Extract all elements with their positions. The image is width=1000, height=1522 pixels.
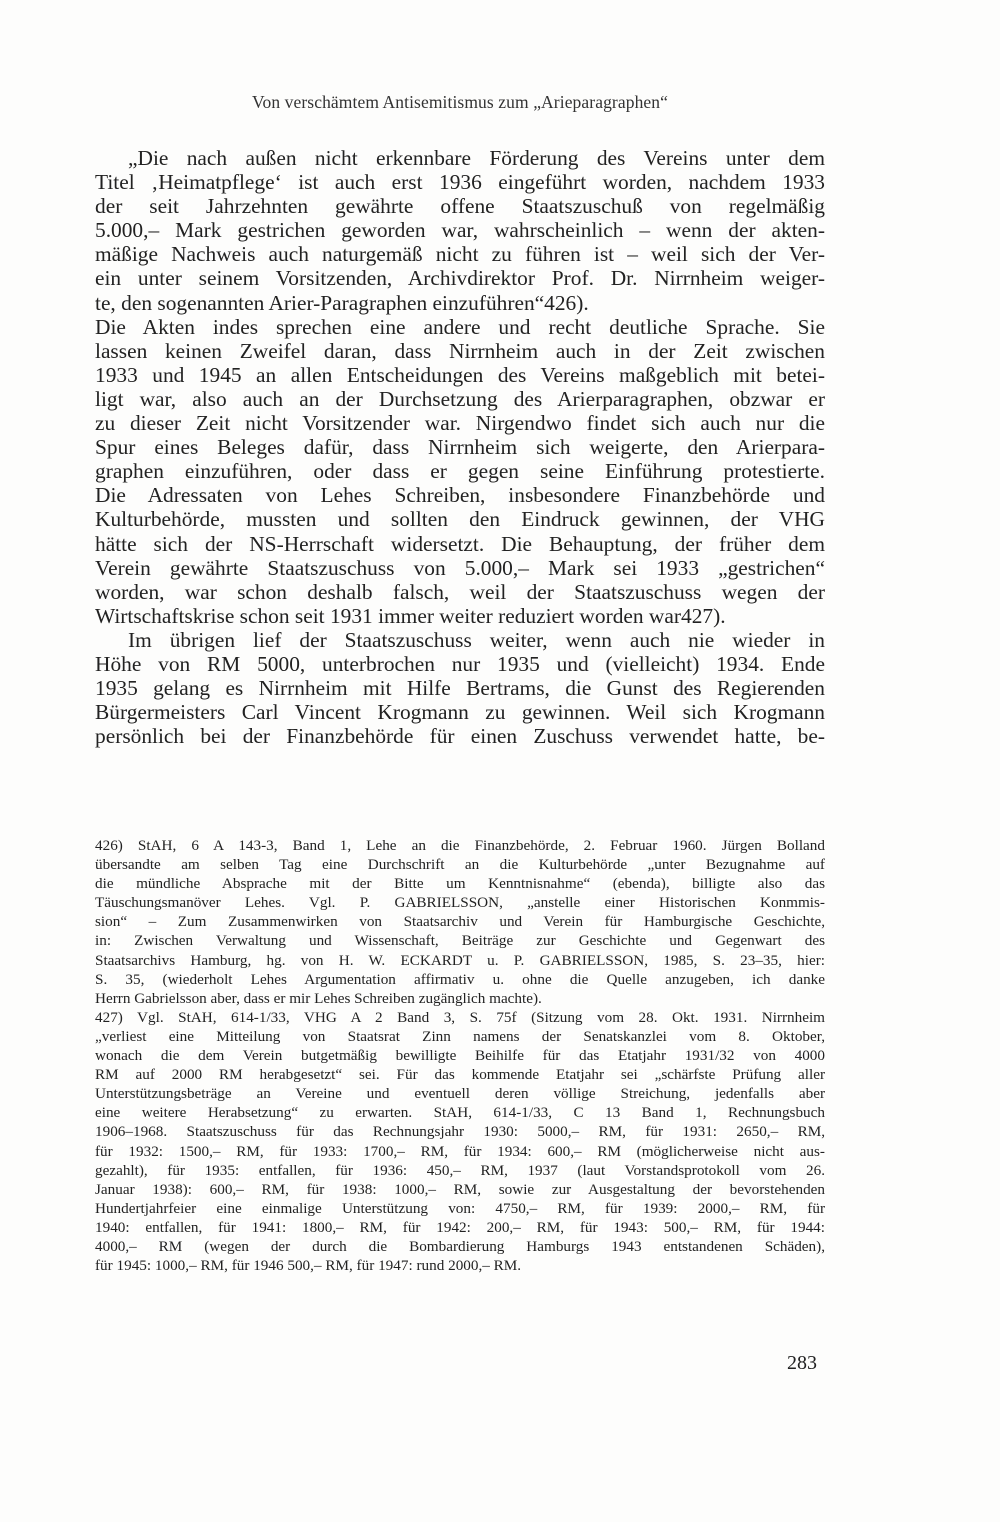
body-text-line: te, den sogenannten Arier-Paragraphen einzuführen“426). (95, 290, 589, 315)
footnote-line: in: Zwischen Verwaltung und Wissenschaft, Beiträge zur Geschichte und Gegenwart des (95, 932, 825, 950)
body-text-line: Höhe von RM 5000, unterbrochen nur 1935 und (vielleicht) 1934. Ende (95, 651, 825, 676)
footnote-line: Täuschungsmanöver Lehes. Vgl. P. GABRIELSSON, „anstelle einer Historischen Konmmis- (95, 894, 825, 912)
footnote-line: für 1932: 1500,– RM, für 1933: 1700,– RM, für 1934: 600,– RM (möglicherweise nicht aus- (95, 1142, 825, 1160)
footnote-line: Herrn Gabrielsson aber, dass er mir Lehes Schreiben zugänglich machte). (95, 989, 542, 1007)
body-text-line: „Die nach außen nicht erkennbare Förderung des Vereins unter dem (128, 146, 825, 170)
footnote-line: 1906–1968. Staatszuschuss für das Rechnungsjahr 1930: 5000,– RM, für 1931: 2650,– RM, (95, 1123, 825, 1141)
body-text-line: Bürgermeisters Carl Vincent Krogmann zu gewinnen. Weil sich Krogmann (95, 700, 825, 725)
page-number: 283 (787, 1352, 817, 1374)
footnote-line: RM auf 2000 RM herabgesetzt“ sei. Für das kommende Etatjahr sei „schärfste Prüfung aller (95, 1066, 825, 1084)
body-text-line: mäßige Nachweis auch naturgemäß nicht zu führen ist – weil sich der Ver- (95, 242, 825, 267)
body-text-line: Verein gewährte Staatszuschuss von 5.000,– Mark sei 1933 „gestrichen“ (95, 555, 825, 580)
body-text-line: 5.000,– Mark gestrichen geworden war, wahrscheinlich – wenn der akten- (95, 218, 825, 243)
footnote-line: Staatsarchivs Hamburg, hg. von H. W. ECKARDT u. P. GABRIELSSON, 1985, S. 23–35, hier: (95, 951, 825, 969)
body-text-line: Im übrigen lief der Staatszuschuss weiter, wenn auch nie wieder in (128, 627, 825, 652)
body-text-line: graphen einzuführen, oder dass er gegen seine Einführung protestierte. (95, 459, 825, 484)
footnote-line: Januar 1938): 600,– RM, für 1938: 1000,– RM, sowie zur Ausgestaltung der bevorstehenden (95, 1180, 825, 1198)
body-text-line: ein unter seinem Vorsitzenden, Archivdirektor Prof. Dr. Nirrnheim weiger- (95, 266, 825, 291)
footnote-line: Hundertjahrfeier eine einmalige Unterstützung von: 4750,– RM, für 1939: 2000,– RM, für (95, 1199, 825, 1217)
body-text-line: Wirtschaftskrise schon seit 1931 immer weiter reduziert worden war427). (95, 603, 726, 628)
footnote-line: S. 35, (wiederholt Lehes Argumentation affirmativ u. ohne die Quelle anzugeben, ich danke (95, 970, 825, 988)
body-text-line: der seit Jahrzehnten gewährte offene Staatszuschuß von regelmäßig (95, 194, 825, 219)
running-head: Von verschämtem Antisemitismus zum „Arieparagraphen“ (251, 92, 668, 112)
body-text (95, 146, 825, 748)
footnote-line: die mündliche Absprache mit der Bitte um Kenntnisnahme“ (ebenda), billigte also das (95, 875, 825, 893)
footnote-line: „verliest eine Mitteilung von Staatsrat Zinn namens der Senatskanzlei vom 8. Oktober, (95, 1027, 825, 1045)
footnotes (95, 836, 825, 1275)
body-text-line: 1935 gelang es Nirrnheim mit Hilfe Bertrams, die Gunst des Regierenden (95, 676, 825, 701)
body-text-line: persönlich bei der Finanzbehörde für einen Zuschuss verwendet hatte, be- (95, 724, 825, 749)
body-text-line: ligt war, also auch an der Durchsetzung des Arierparagraphen, obzwar er (95, 386, 825, 411)
body-text-line: lassen keinen Zweifel daran, dass Nirrnheim auch in der Zeit zwischen (95, 338, 825, 363)
body-text-line: Die Akten indes sprechen eine andere und recht deutliche Sprache. Sie (95, 314, 825, 339)
body-text-line: worden, war schon deshalb falsch, weil der Staatszuschuss wegen der (95, 579, 825, 604)
footnote-line: gezahlt), für 1935: entfallen, für 1936: 450,– RM, 1937 (laut Vorstandsprotokoll vom 26. (95, 1161, 825, 1179)
footnote-line: übersandte am selben Tag eine Durchschrift an die Kulturbehörde „unter Bezugnahme auf (95, 856, 825, 874)
footnote-line: sion“ – Zum Zusammenwirken von Staatsarchiv und Verein für Hamburgische Geschichte, (95, 913, 825, 931)
footnote-line: 4000,– RM (wegen der durch die Bombardierung Hamburgs 1943 entstandenen Schäden), (95, 1237, 825, 1255)
footnote-line: für 1945: 1000,– RM, für 1946 500,– RM, für 1947: rund 2000,– RM. (95, 1257, 522, 1275)
body-text-line: Spur eines Beleges dafür, dass Nirrnheim sich weigerte, den Arierpara- (95, 435, 825, 460)
body-text-line: Kulturbehörde, mussten und sollten den Eindruck gewinnen, der VHG (95, 507, 825, 532)
body-text-line: Titel ‚Heimatpflege‘ ist auch erst 1936 eingeführt worden, nachdem 1933 (95, 170, 825, 195)
footnote-line: 427) Vgl. StAH, 614-1/33, VHG A 2 Band 3, S. 75f (Sitzung vom 28. Okt. 1931. Nirrnheim (95, 1008, 825, 1026)
footnote-line: wonach die dem Verein butgetmäßig bewilligte Beihilfe für das Etatjahr 1931/32 von 4000 (95, 1047, 825, 1065)
body-text-line: Die Adressaten von Lehes Schreiben, insbesondere Finanzbehörde und (95, 483, 825, 508)
footnote-line: Unterstützungsbeträge an Vereine und eventuell deren völlige Streichung, jedenfalls aber (95, 1085, 825, 1103)
footnote-line: 426) StAH, 6 A 143-3, Band 1, Lehe an die Finanzbehörde, 2. Februar 1960. Jürgen Bolland (95, 837, 825, 854)
footnote-line: eine weitere Herabsetzung“ zu erwarten. StAH, 614-1/33, C 13 Band 1, Rechnungsbuch (95, 1104, 825, 1122)
body-text-line: hätte sich der NS-Herrschaft widersetzt. Die Behauptung, der früher dem (95, 531, 825, 556)
footnote-line: 1940: entfallen, für 1941: 1800,– RM, für 1942: 200,– RM, für 1943: 500,– RM, für 1944: (95, 1218, 825, 1236)
body-text-line: zu dieser Zeit nicht Vorsitzender war. Nirgendwo findet sich auch nur die (95, 411, 825, 436)
body-text-line: 1933 und 1945 an allen Entscheidungen des Vereins maßgeblich mit betei- (95, 362, 825, 387)
